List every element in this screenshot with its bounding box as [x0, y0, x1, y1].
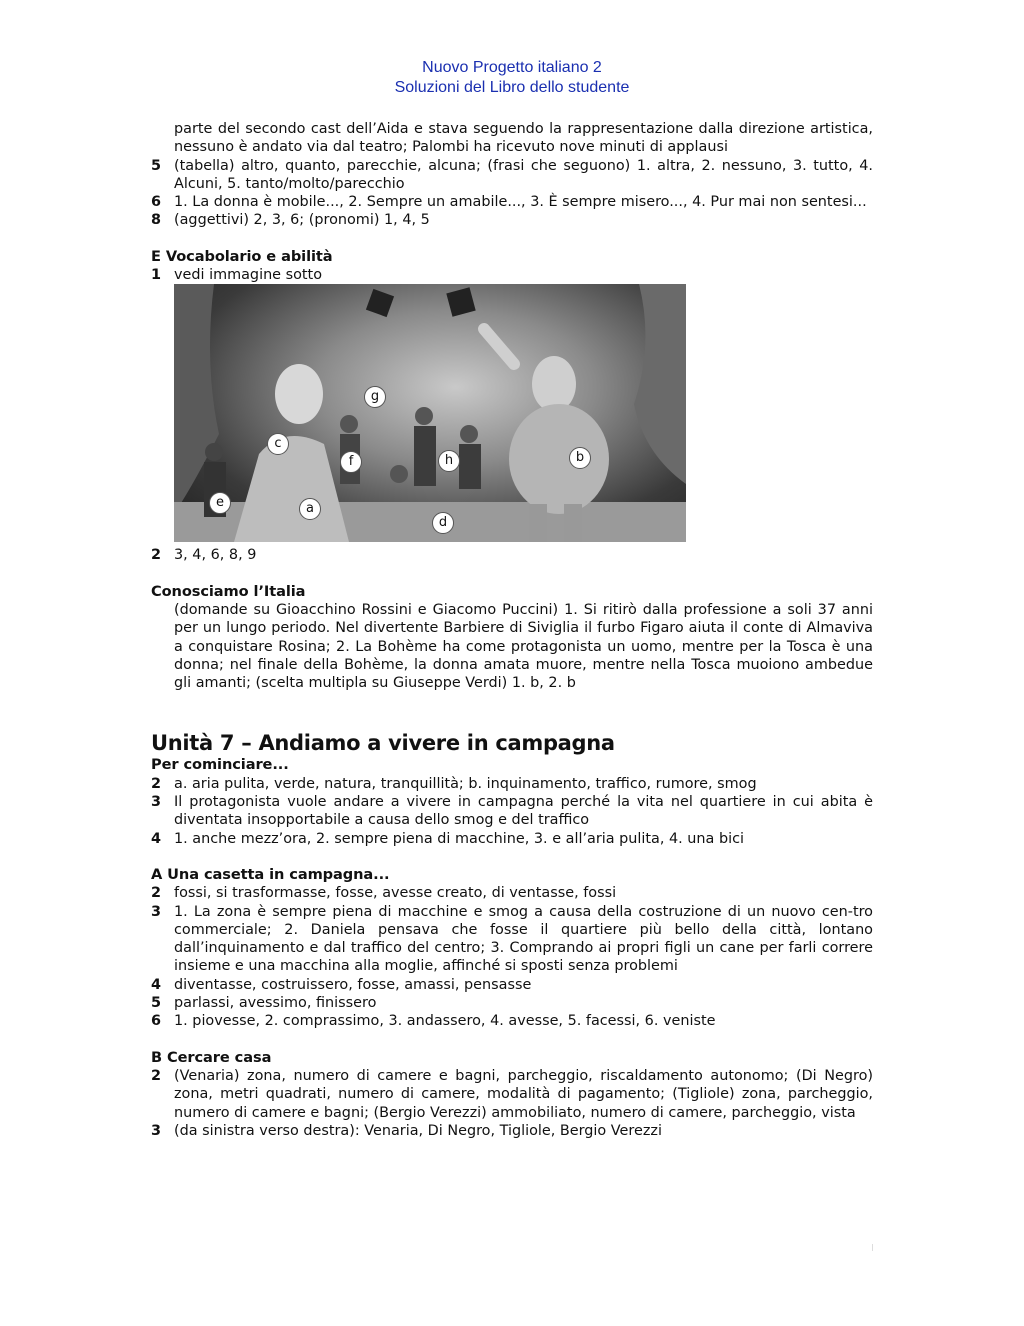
list-item	[151, 157, 873, 194]
item-text: 3, 4, 6, 8, 9	[174, 547, 257, 564]
item-number: 2	[151, 775, 162, 792]
label-d: d	[432, 512, 454, 534]
musician-head	[340, 415, 358, 433]
list-item	[151, 211, 873, 229]
item-text: Il protagonista vuole andare a vivere in campagna perché la vita nel quartiere in cui abita è diventata insopportabile a causa dello smog e del traffico	[174, 794, 873, 829]
musician-body	[459, 444, 481, 489]
list-item	[151, 266, 873, 284]
list-item	[151, 546, 873, 564]
header-subtitle: Soluzioni del Libro dello studente	[394, 79, 630, 96]
list-item	[151, 193, 873, 211]
section-title-vocabolario: E Vocabolario e abilità	[151, 247, 333, 265]
stage-drawing	[174, 284, 686, 542]
page-mark	[872, 1244, 873, 1251]
item-number: 6	[151, 194, 162, 211]
item-text: 1. anche mezz’ora, 2. sempre piena di macchine, 3. e all’aria pulita, 4. una bici	[174, 830, 744, 847]
unit-title: Unità 7 – Andiamo a vivere in campagna	[151, 731, 615, 756]
section-title-cercare-casa: B Cercare casa	[151, 1048, 272, 1066]
continuation-text: parte del secondo cast dell’Aida e stava seguendo la rappresentazione dalla direzione artistica, nessuno è andato via dal teatro; Palombi ha ricevuto nove minuti di applausi	[174, 121, 873, 156]
conosciamo-text: (domande su Gioacchino Rossini e Giacomo Puccini) 1. Si ritirò dalla professione a soli 37 anni per un lungo periodo. Nel divertente Barbiere di Siviglia il furbo Figaro aiuta il conte di Almaviva a conquistare Rosina; 2. La Bohème ha come protagonista un uomo, mentre per la Tosca è una donna; nel finale della Bohème, la donna amata muore, mentre nella Tosca muoiono ambedue gli amanti; (scelta multipla su Giuseppe Verdi) 1. b, 2. b	[174, 601, 873, 692]
man-head	[205, 443, 223, 461]
item-number: 5	[151, 995, 162, 1012]
item-text: a. aria pulita, verde, natura, tranquillità; b. inquinamento, traffico, rumore, smog	[174, 775, 757, 792]
soprano-head	[275, 364, 323, 424]
header-title: Nuovo Progetto italiano 2	[422, 59, 602, 76]
item-text: (tabella) altro, quanto, parecchie, alcuna; (frasi che seguono) 1. altra, 2. nessuno, 3. tutto, 4. Alcuni, 5. tanto/molto/parecchio	[174, 157, 873, 192]
list-item	[151, 976, 873, 994]
list-item	[151, 793, 873, 830]
list-item	[151, 775, 873, 793]
document-body	[151, 120, 873, 1140]
item-text: (Venaria) zona, numero di camere e bagni, parcheggio, riscaldamento autonomo; (Di Negro) zona, metri quadrati, numero di camere, modalità di pagamento; (Tigliole) zona, parcheggio, numero di camere e bagni; (Bergio Verezzi) ammobiliato, numero di camere, parcheggio, vista	[174, 1067, 873, 1121]
item-text: 1. piovesse, 2. comprassimo, 3. andassero, 4. avesse, 5. facessi, 6. veniste	[174, 1013, 716, 1030]
section-title-casetta: A Una casetta in campagna...	[151, 865, 390, 883]
item-number: 2	[151, 885, 162, 902]
spotlight	[446, 288, 475, 317]
label-g: g	[364, 386, 386, 408]
item-number: 1	[151, 267, 162, 284]
label-a: a	[299, 498, 321, 520]
item-text: parlassi, avessimo, finissero	[174, 995, 377, 1012]
list-item	[151, 884, 873, 902]
item-text: (da sinistra verso destra): Venaria, Di Negro, Tigliole, Bergio Verezzi	[174, 1122, 662, 1139]
item-text: vedi immagine sotto	[174, 267, 323, 284]
label-e: e	[209, 492, 231, 514]
page-header	[0, 58, 1024, 98]
list-item	[151, 1122, 873, 1140]
list-item	[151, 903, 873, 976]
musician-body	[414, 426, 436, 486]
list-item	[151, 830, 873, 848]
item-number: 6	[151, 1013, 162, 1030]
item-number: 3	[151, 903, 162, 920]
tenor-body	[509, 404, 609, 514]
section-title-per-cominciare: Per cominciare...	[151, 756, 289, 774]
tenor-leg	[529, 504, 547, 542]
item-text: diventasse, costruissero, fosse, amassi, pensasse	[174, 976, 532, 993]
item-text: (aggettivi) 2, 3, 6; (pronomi) 1, 4, 5	[174, 212, 430, 229]
item-number: 2	[151, 547, 162, 564]
item-text: 1. La donna è mobile..., 2. Sempre un amabile..., 3. È sempre misero..., 4. Pur mai non sentesi...	[174, 194, 867, 211]
label-f: f	[340, 451, 362, 473]
item-number: 2	[151, 1067, 162, 1084]
item-number: 3	[151, 1122, 162, 1139]
opera-stage-illustration	[174, 284, 686, 542]
label-b: b	[569, 447, 591, 469]
spotlight	[366, 289, 394, 317]
item-number: 3	[151, 794, 162, 811]
list-item	[151, 1012, 873, 1030]
right-curtain	[634, 284, 686, 484]
item-number: 4	[151, 976, 162, 993]
item-text: fossi, si trasformasse, fosse, avesse creato, di ventasse, fossi	[174, 885, 617, 902]
item-number: 4	[151, 830, 162, 847]
label-h: h	[438, 450, 460, 472]
soprano-dress	[234, 436, 349, 542]
tenor-leg	[564, 504, 582, 542]
musician-head	[460, 425, 478, 443]
label-c: c	[267, 433, 289, 455]
item-text: 1. La zona è sempre piena di macchine e smog a causa della costruzione di un nuovo cen-tro commerciale; 2. Daniela pensava che fosse il quartiere più bello della città, lontano dall’inquinamento e dal traffico del centro; 3. Comprando ai propri figli un cane per farli correre insieme e una macchina alla moglie, affinché si sposti senza problemi	[174, 903, 873, 975]
list-item	[151, 994, 873, 1012]
conductor-head	[390, 465, 408, 483]
tenor-arm	[484, 329, 514, 364]
list-item	[151, 1067, 873, 1122]
tenor-head	[532, 356, 576, 412]
item-number: 5	[151, 157, 162, 174]
musician-head	[415, 407, 433, 425]
section-title-conosciamo: Conosciamo l’Italia	[151, 582, 306, 600]
item-number: 8	[151, 212, 162, 229]
